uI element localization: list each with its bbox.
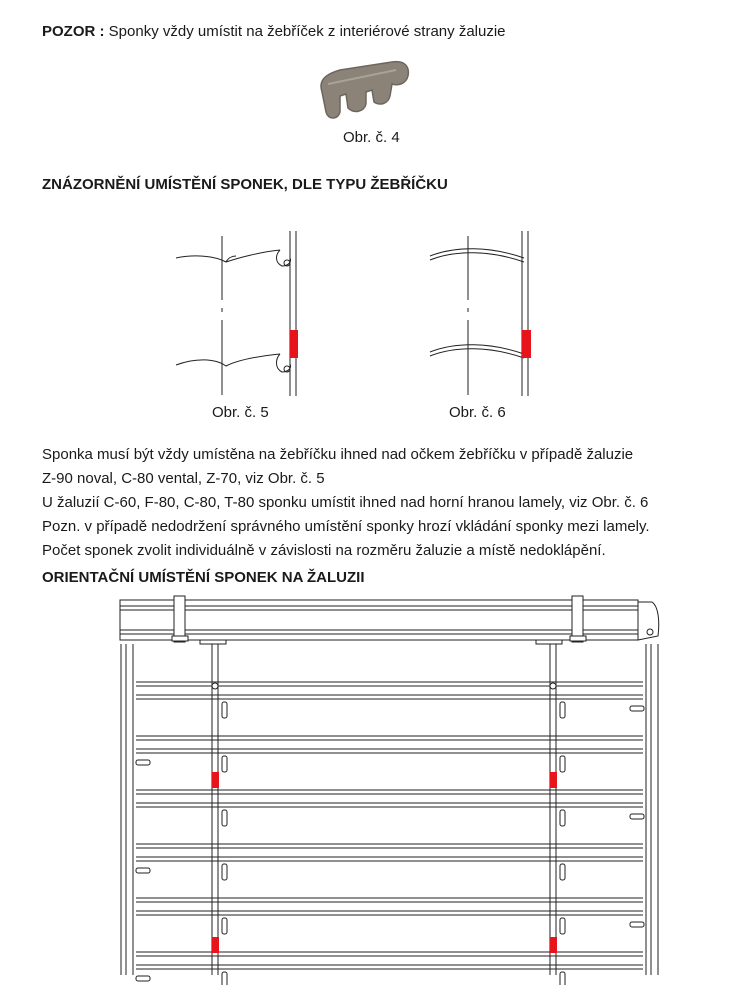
slat-end-tab xyxy=(630,706,644,711)
clip-marker-blind xyxy=(212,772,219,788)
ladder-loop xyxy=(222,756,227,772)
ladder-loop xyxy=(560,918,565,934)
paragraph-line: U žaluzií C-60, F-80, C-80, T-80 sponku umístit ihned nad horní hranou lamely, viz Obr. č. 6 xyxy=(42,494,649,511)
fig4-caption: Obr. č. 4 xyxy=(343,129,400,146)
clip-marker-blind xyxy=(550,772,557,788)
ladder-heading: ZNÁZORNĚNÍ UMÍSTĚNÍ SPONEK, DLE TYPU ŽEBŘÍČKU xyxy=(42,176,448,193)
slat-end-tab xyxy=(630,922,644,927)
slat-end-tab xyxy=(630,814,644,819)
paragraph-line: Sponka musí být vždy umístěna na žebříčku ihned nad očkem žebříčku v případě žaluzie xyxy=(42,446,634,463)
ladder-loop xyxy=(560,864,565,880)
paragraph-line: Z-90 noval, C-80 vental, Z-70, viz Obr. č. 5 xyxy=(42,470,325,487)
ladder-loop xyxy=(222,864,227,880)
ladder-loop xyxy=(560,810,565,826)
ladder-loop xyxy=(222,702,227,718)
ladder-eyelet xyxy=(212,683,218,689)
blind-heading: ORIENTAČNÍ UMÍSTĚNÍ SPONEK NA ŽALUZII xyxy=(42,569,365,586)
clip-marker-blind xyxy=(212,937,219,953)
ladder-loop xyxy=(222,918,227,934)
ladder-loop xyxy=(560,702,565,718)
fig5-caption: Obr. č. 5 xyxy=(212,404,269,421)
slat-end-tab xyxy=(136,760,150,765)
ladder-eyelet xyxy=(550,683,556,689)
fig6-caption: Obr. č. 6 xyxy=(449,404,506,421)
paragraph-line: Počet sponek zvolit individuálně v závislosti na rozměru žaluzie a místě nedoklápění. xyxy=(42,542,606,559)
ladder-loop xyxy=(222,810,227,826)
clip-marker-blind xyxy=(550,937,557,953)
slat-end-tab xyxy=(136,976,150,981)
warning-label: POZOR : xyxy=(42,23,105,40)
ladder-loop xyxy=(560,972,565,985)
slat-end-tab xyxy=(136,868,150,873)
paragraph-line: Pozn. v případě nedodržení správného umístění sponky hrozí vkládání sponky mezi lamely. xyxy=(42,518,650,535)
warning-text: Sponky vždy umístit na žebříček z interiérové strany žaluzie xyxy=(108,23,506,40)
ladder-loop xyxy=(560,756,565,772)
ladder-loop xyxy=(222,972,227,985)
